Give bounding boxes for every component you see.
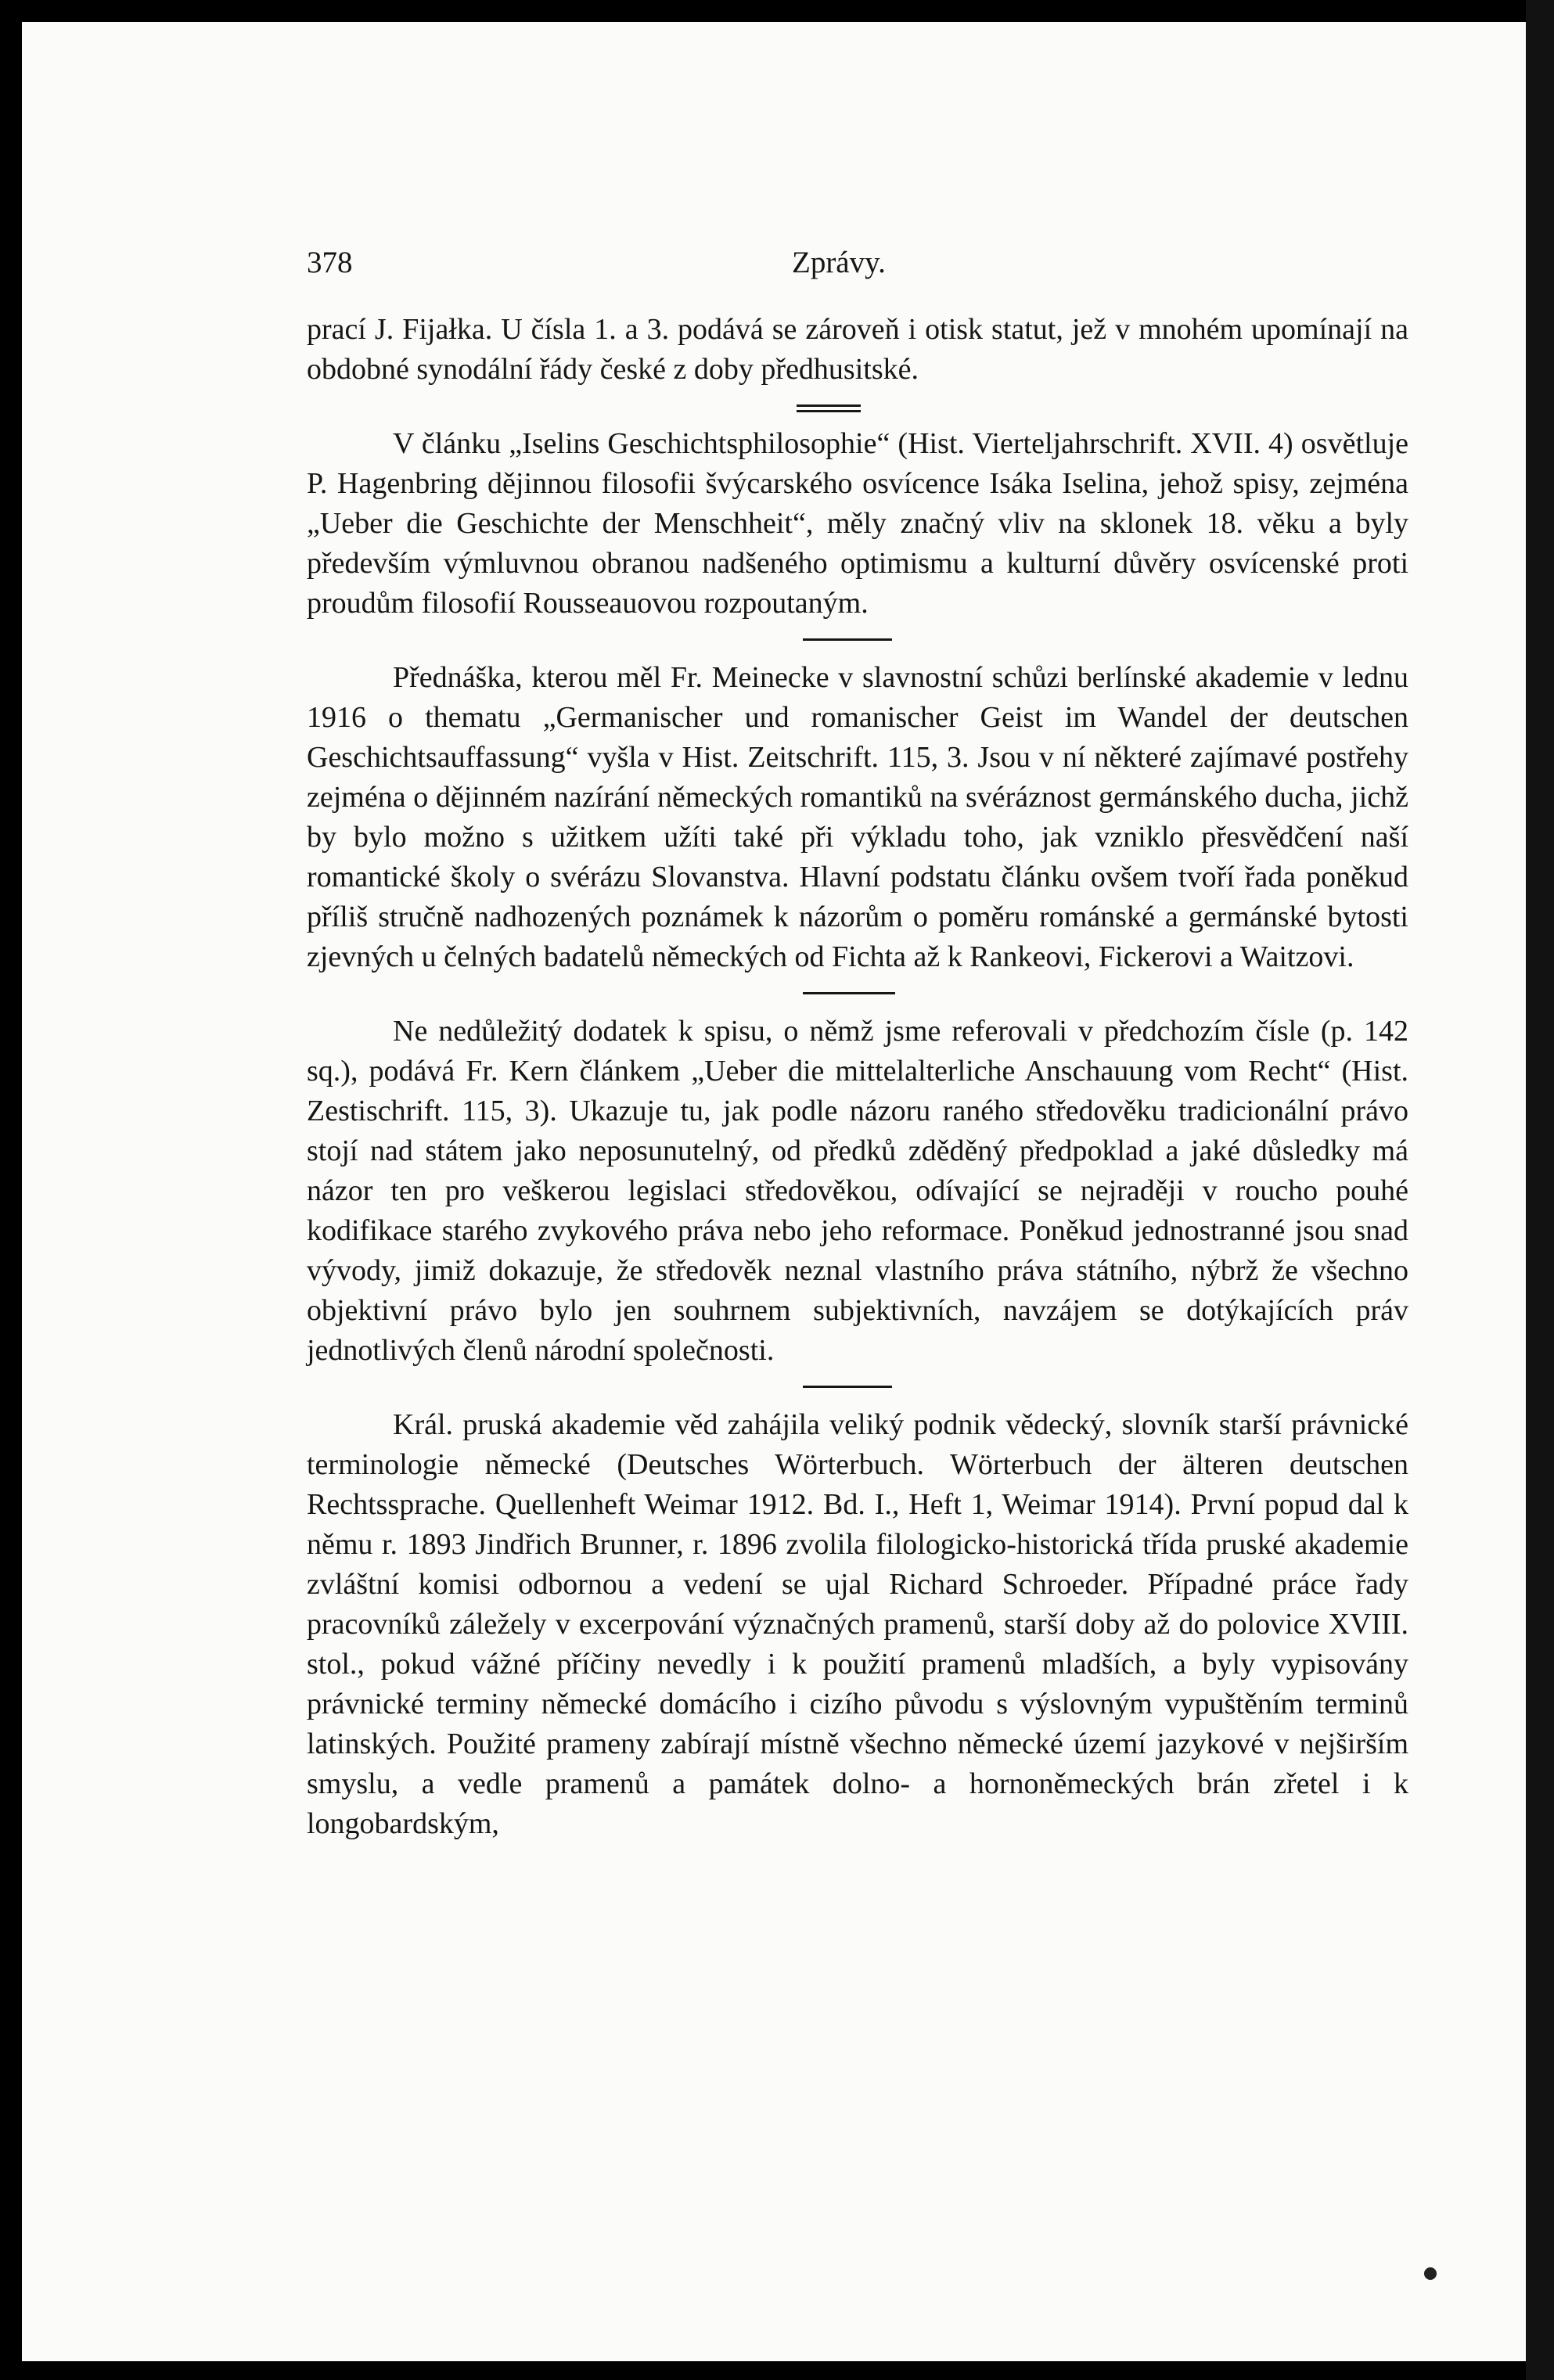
paragraph-5: Král. pruská akademie věd zahájila veliký podnik vědecký, slovník starší právnické terminologie německé (Deutsches Wörterbuch. Wörterbuch der älteren deutschen Rechtssprache. Quellenheft Weimar 1912. Bd. I., Heft 1, Weimar 1914). První popud dal k němu r. 1893 Jindřich Brunner, r. 1896 zvolila filologicko-historická třída pruské akademie zvláštní komisi odbornou a vedení se ujal Richard Schroeder. Případné práce řady pracovníků záležely v excerpování význačných pramenů, starší doby až do polovice XVIII. stol., pokud vážné příčiny nevedly i k použití pramenů mladších, a byly vypisovány právnické terminy německé domácího i cizího původu s výslovným vypuštěním terminů latinských. Použité prameny zabírají místně všechno německé území jazykové v nejširším smyslu, a vedle pramenů a památek dolno- a hornoněmeckých brán zřetel i k longobardským,	[307, 1408, 1408, 1840]
separator-line	[797, 404, 861, 407]
paragraph-3: Přednáška, kterou měl Fr. Meinecke v slavnostní schůzi berlínské akademie v lednu 1916 o thematu „Germanischer und romanischer Geist im Wandel der deutschen Geschichtsauffassung“ vyšla v Hist. Zeitschrift. 115, 3. Jsou v ní některé zajímavé postřehy zejména o dějinném nazírání německých romantiků na svéráznost germánského ducha, jichž by bylo možno s užitkem užíti také při výkladu toho, jak vzniklo přesvědčení naší romantické školy o svérázu Slovanstva. Hlavní podstatu článku ovšem tvoří řada poněkud příliš stručně nadhozených poznámek k názorům o poměru románské a germánské bytosti zjevných u čelných badatelů německých od Fichta až k Rankeovi, Fickerovi a Waitzovi.	[307, 661, 1408, 973]
rule-separator	[307, 624, 1408, 658]
separator-line	[803, 1386, 892, 1388]
page-number: 378	[307, 246, 353, 279]
scan-edge	[1526, 0, 1554, 2380]
scan-speck	[1424, 2267, 1437, 2280]
separator-line	[803, 992, 895, 994]
separator-line	[797, 410, 861, 412]
paragraph-1: prací J. Fijałka. U čísla 1. a 3. podává se zároveň i otisk statut, jež v mnohém upomínají na obdobné synodální řády české z doby předhusitské.	[307, 313, 1408, 386]
rule-separator	[307, 977, 1408, 1012]
page-content	[307, 235, 1408, 1844]
separator-line	[803, 638, 892, 641]
paragraph-2: V článku „Iselins Geschichtsphilosophie“ (Hist. Vierteljahrschrift. XVII. 4) osvětluje P. Hagenbring dějinnou filosofii švýcarského osvícence Isáka Iselina, jehož spisy, zejména „Ueber die Geschichte der Menschheit“, měly značný vliv na sklonek 18. věku a byly především výmluvnou obranou nadšeného optimismu a kulturní důvěry osvícenské proti proudům filosofií Rousseauovou rozpoutaným.	[307, 427, 1408, 620]
paragraph-4: Ne nedůležitý dodatek k spisu, o němž jsme referovali v předchozím čísle (p. 142 sq.), podává Fr. Kern článkem „Ueber die mittelalterliche Anschauung vom Recht“ (Hist. Zestischrift. 115, 3). Ukazuje tu, jak podle názoru raného středověku tradicionální právo stojí nad státem jako neposunutelný, od předků zděděný předpoklad a jaké důsledky má názor ten pro veškerou legislaci středověkou, odívající se nejraději v roucho pouhé kodifikace starého zvykového práva nebo jeho reformace. Poněkud jednostranné jsou snad vývody, jimiž dokazuje, že středověk neznal vlastního práva státního, nýbrž že všechno objektivní právo bylo jen souhrnem subjektivních, navzájem se dotýkajících práv jednotlivých členů národní společnosti.	[307, 1015, 1408, 1367]
rule-separator	[307, 1371, 1408, 1405]
running-header	[307, 235, 1408, 282]
running-title: Zprávy.	[792, 246, 886, 279]
double-rule-separator	[307, 390, 1408, 424]
